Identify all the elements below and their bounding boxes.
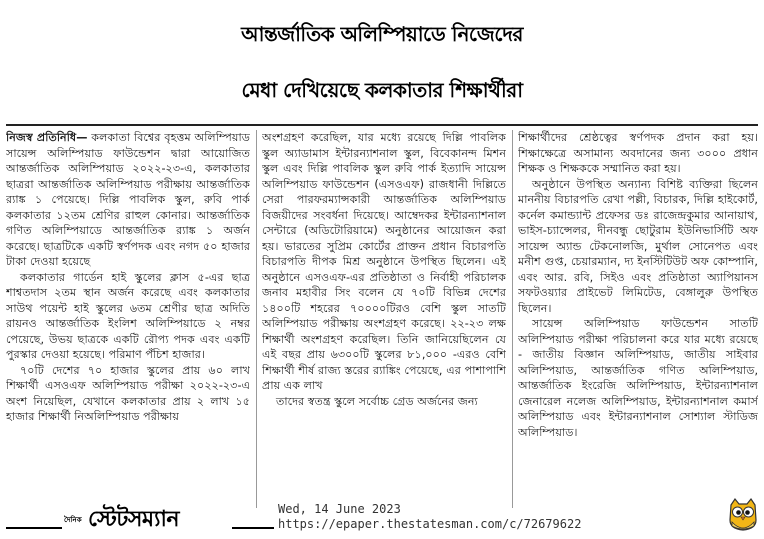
owl-logo-icon — [726, 496, 760, 532]
headline-line-1: আন্তর্জাতিক অলিম্পিয়াডে নিজেদের — [241, 22, 523, 46]
article-paragraph: নিজস্ব প্রতিনিধি— কলকাতা বিশ্বের বৃহত্তম অলিম্পিয়াড সায়েন্স অলিম্পিয়াড ফাউন্ডেশন দ্বারা আয়োজিত আন্তর্জাতিক অলিম্পিয়াড ২০২২-২৩-এ, কলকাতার ছাত্ররা আন্তর্জাতিক অলিম্পিয়াড পরীক্ষায় আন্তর্জাতিক র‍্যাঙ্ক ১ পেয়েছে। দিল্লি পাবলিক স্কুল, রুবি পার্ক কলকাতার ১২তম শ্রেণির রাহুল কোনার। আন্তর্জাতিক গণিত অলিম্পিয়াডে আন্তর্জাতিক র‍্যাঙ্ক ১ অর্জন করেছে। ছাত্রটিকে একটি স্বর্ণপদক এবং নগদ ৫০ হাজার টাকা দেওয়া হয়েছে — [6, 131, 250, 268]
article-paragraph: কলকাতার গার্ডেন হাই স্কুলের ক্লাস ৫-এর ছাত্র শাশ্বতদাস ২তম স্থান অর্জন করেছে এবং কলকাতার সাউথ পয়েন্ট হাই স্কুলের ৬তম শ্রেণীর ছাত্র অদিতি রায়নও আন্তর্জাতিক ইংলিশ অলিম্পিয়াডে ২ নম্বর পেয়েছে, উভয় ছাত্রকে একটি রৌপ্য পদক এবং একটি পুরস্কার দেওয়া হয়েছে। পরিমাণ পঁচিশ হাজার। — [6, 270, 250, 361]
brand-underline — [6, 527, 62, 529]
source-meta — [278, 502, 581, 532]
column-divider — [512, 130, 513, 508]
article-paragraph: শিক্ষার্থীদের শ্রেষ্ঠত্বের স্বর্ণপদক প্রদান করা হয়। শিক্ষাক্ষেত্রে অসামান্য অবদানের জন্য ৩০০০ প্রধান শিক্ষক ও শিক্ষককে সম্মানিত করা হয়। — [518, 131, 758, 175]
footer — [0, 500, 764, 535]
headline-rule — [6, 124, 758, 126]
newspaper-logo: স্টেটসম্যান — [88, 506, 180, 532]
article-paragraph: অনুষ্ঠানে উপস্থিত অন্যান্য বিশিষ্ট ব্যক্তিরা ছিলেন মাননীয় বিচারপতি রেখা পল্লী, বিচারক, দিল্লি হাইকোর্ট, কর্নেল কমান্ড্যান্ট প্রফেসর ডঃ রাজেন্দ্রকুমার আনায়াথ, ভাইস-চ্যান্সেলর, দীনবন্ধু ছোটুরাম ইউনিভার্সিটি অফ সায়েন্স অ্যান্ড টেকনোলজি, মুর্থাল সোনেপত এবং মনীশ গুপ্ত, চেয়ারম্যান, দ্য ইনস্টিটিউট অফ কোম্পানি, এবং আর. রবি, সিইও এবং প্রতিষ্ঠাতা অ্যাপিয়ানস সফটওয়্যার প্রাইভেট লিমিটেড, বেঙ্গালুরু উপস্থিত ছিলেন। — [518, 177, 758, 315]
headline-line-2: মেধা দেখিয়েছে কলকাতার শিক্ষার্থীরা — [241, 78, 523, 102]
article-paragraph: তাদের স্বতন্ত্র স্কুলে সর্বোচ্চ গ্রেড অর্জনের জন্য — [276, 394, 478, 408]
column-divider — [256, 130, 257, 508]
brand-prefix: দৈনিক — [64, 516, 82, 524]
article-column-1 — [6, 130, 250, 510]
article-paragraph: সায়েন্স অলিম্পিয়াড ফাউন্ডেশন সাতটি অলিম্পিয়াড পরীক্ষা পরিচালনা করে যার মধ্যে রয়েছে - জাতীয় বিজ্ঞান অলিম্পিয়াড, জাতীয় সাইবার অলিম্পিয়াড, আন্তর্জাতিক গণিত অলিম্পিয়াড, আন্তর্জাতিক ইংরেজি অলিম্পিয়াড, ইন্টারন্যাশনাল জেনারেল নলেজ অলিম্পিয়াড, ইন্টারন্যাশনাল কমার্স অলিম্পিয়াড এবং ইন্টারন্যাশনাল সোশ্যাল স্টাডিজ অলিম্পিয়াড। — [518, 317, 758, 439]
article-column-2 — [262, 130, 506, 510]
article-paragraph: অংশগ্রহণ করেছিল, যার মধ্যে রয়েছে দিল্লি পাবলিক স্কুল অ্যাডামাস ইন্টারন্যাশনাল স্কুল, বিবেকানন্দ মিশন স্কুল এবং দিল্লি পাবলিক স্কুল রুবি পার্ক ইত্যাদি সায়েন্স অলিম্পিয়াড ফাউন্ডেশন (এসওএফ) রাজধানী দিল্লিতে সেরা পারফরম্যান্সকারী আন্তর্জাতিক অলিম্পিয়াড বিজয়ীদের সংবর্ধনা দিয়েছে। আম্বেদকর ইন্টারন্যাশনাল সেন্টারে (অডিটোরিয়ামে) অনুষ্ঠানের আয়োজন করা হয়। ভারতের সুপ্রিম কোর্টের প্রাক্তন প্রধান বিচারপতি বিচারপতি দীপক মিশ্র অনুষ্ঠানে উপস্থিত ছিলেন। এই অনুষ্ঠানে এসওএফ-এর প্রতিষ্ঠাতা ও নির্বাহী পরিচালক জনাব মহাবীর সিং বলেন যে ৭০টি বিভিন্ন দেশের ১৪০০টি শহরের ৭০০০০টিরও বেশি স্কুল সাতটি অলিম্পিয়াড পরীক্ষায় অংশগ্রহণ করেছে। ২২-২৩ লক্ষ শিক্ষার্থী অংশগ্রহণ করেছিল। তিনি জানিয়েছিলেন যে এই বছর প্রায় ৬৩০০টি স্কুলের ৮১,০০০ -এরও বেশি শিক্ষার্থী শীর্ষ রাজ্য স্তরের র‍্যাঙ্কিং পেয়েছে, এর পাশাপাশি প্রায় এক লাখ — [262, 131, 506, 392]
source-url[interactable]: https://epaper.thestatesman.com/c/72679622 — [278, 517, 582, 531]
article-paragraph: ৭০টি দেশের ৭০ হাজার স্কুলের প্রায় ৬০ লাখ শিক্ষার্থী এসওএফ অলিম্পিয়াড পরীক্ষা ২০২২-২৩-এ অংশ নিয়েছিল, যেখানে কলকাতার প্রায় ২ লাখ ১৫ হাজার শিক্ষার্থী নিঅলিম্পিয়াড পরীক্ষায় — [6, 363, 250, 423]
article-column-3 — [518, 130, 758, 510]
brand-underline — [232, 527, 274, 529]
publication-date: Wed, 14 June 2023 — [278, 502, 401, 516]
byline: নিজস্ব প্রতিনিধি— — [6, 131, 88, 144]
